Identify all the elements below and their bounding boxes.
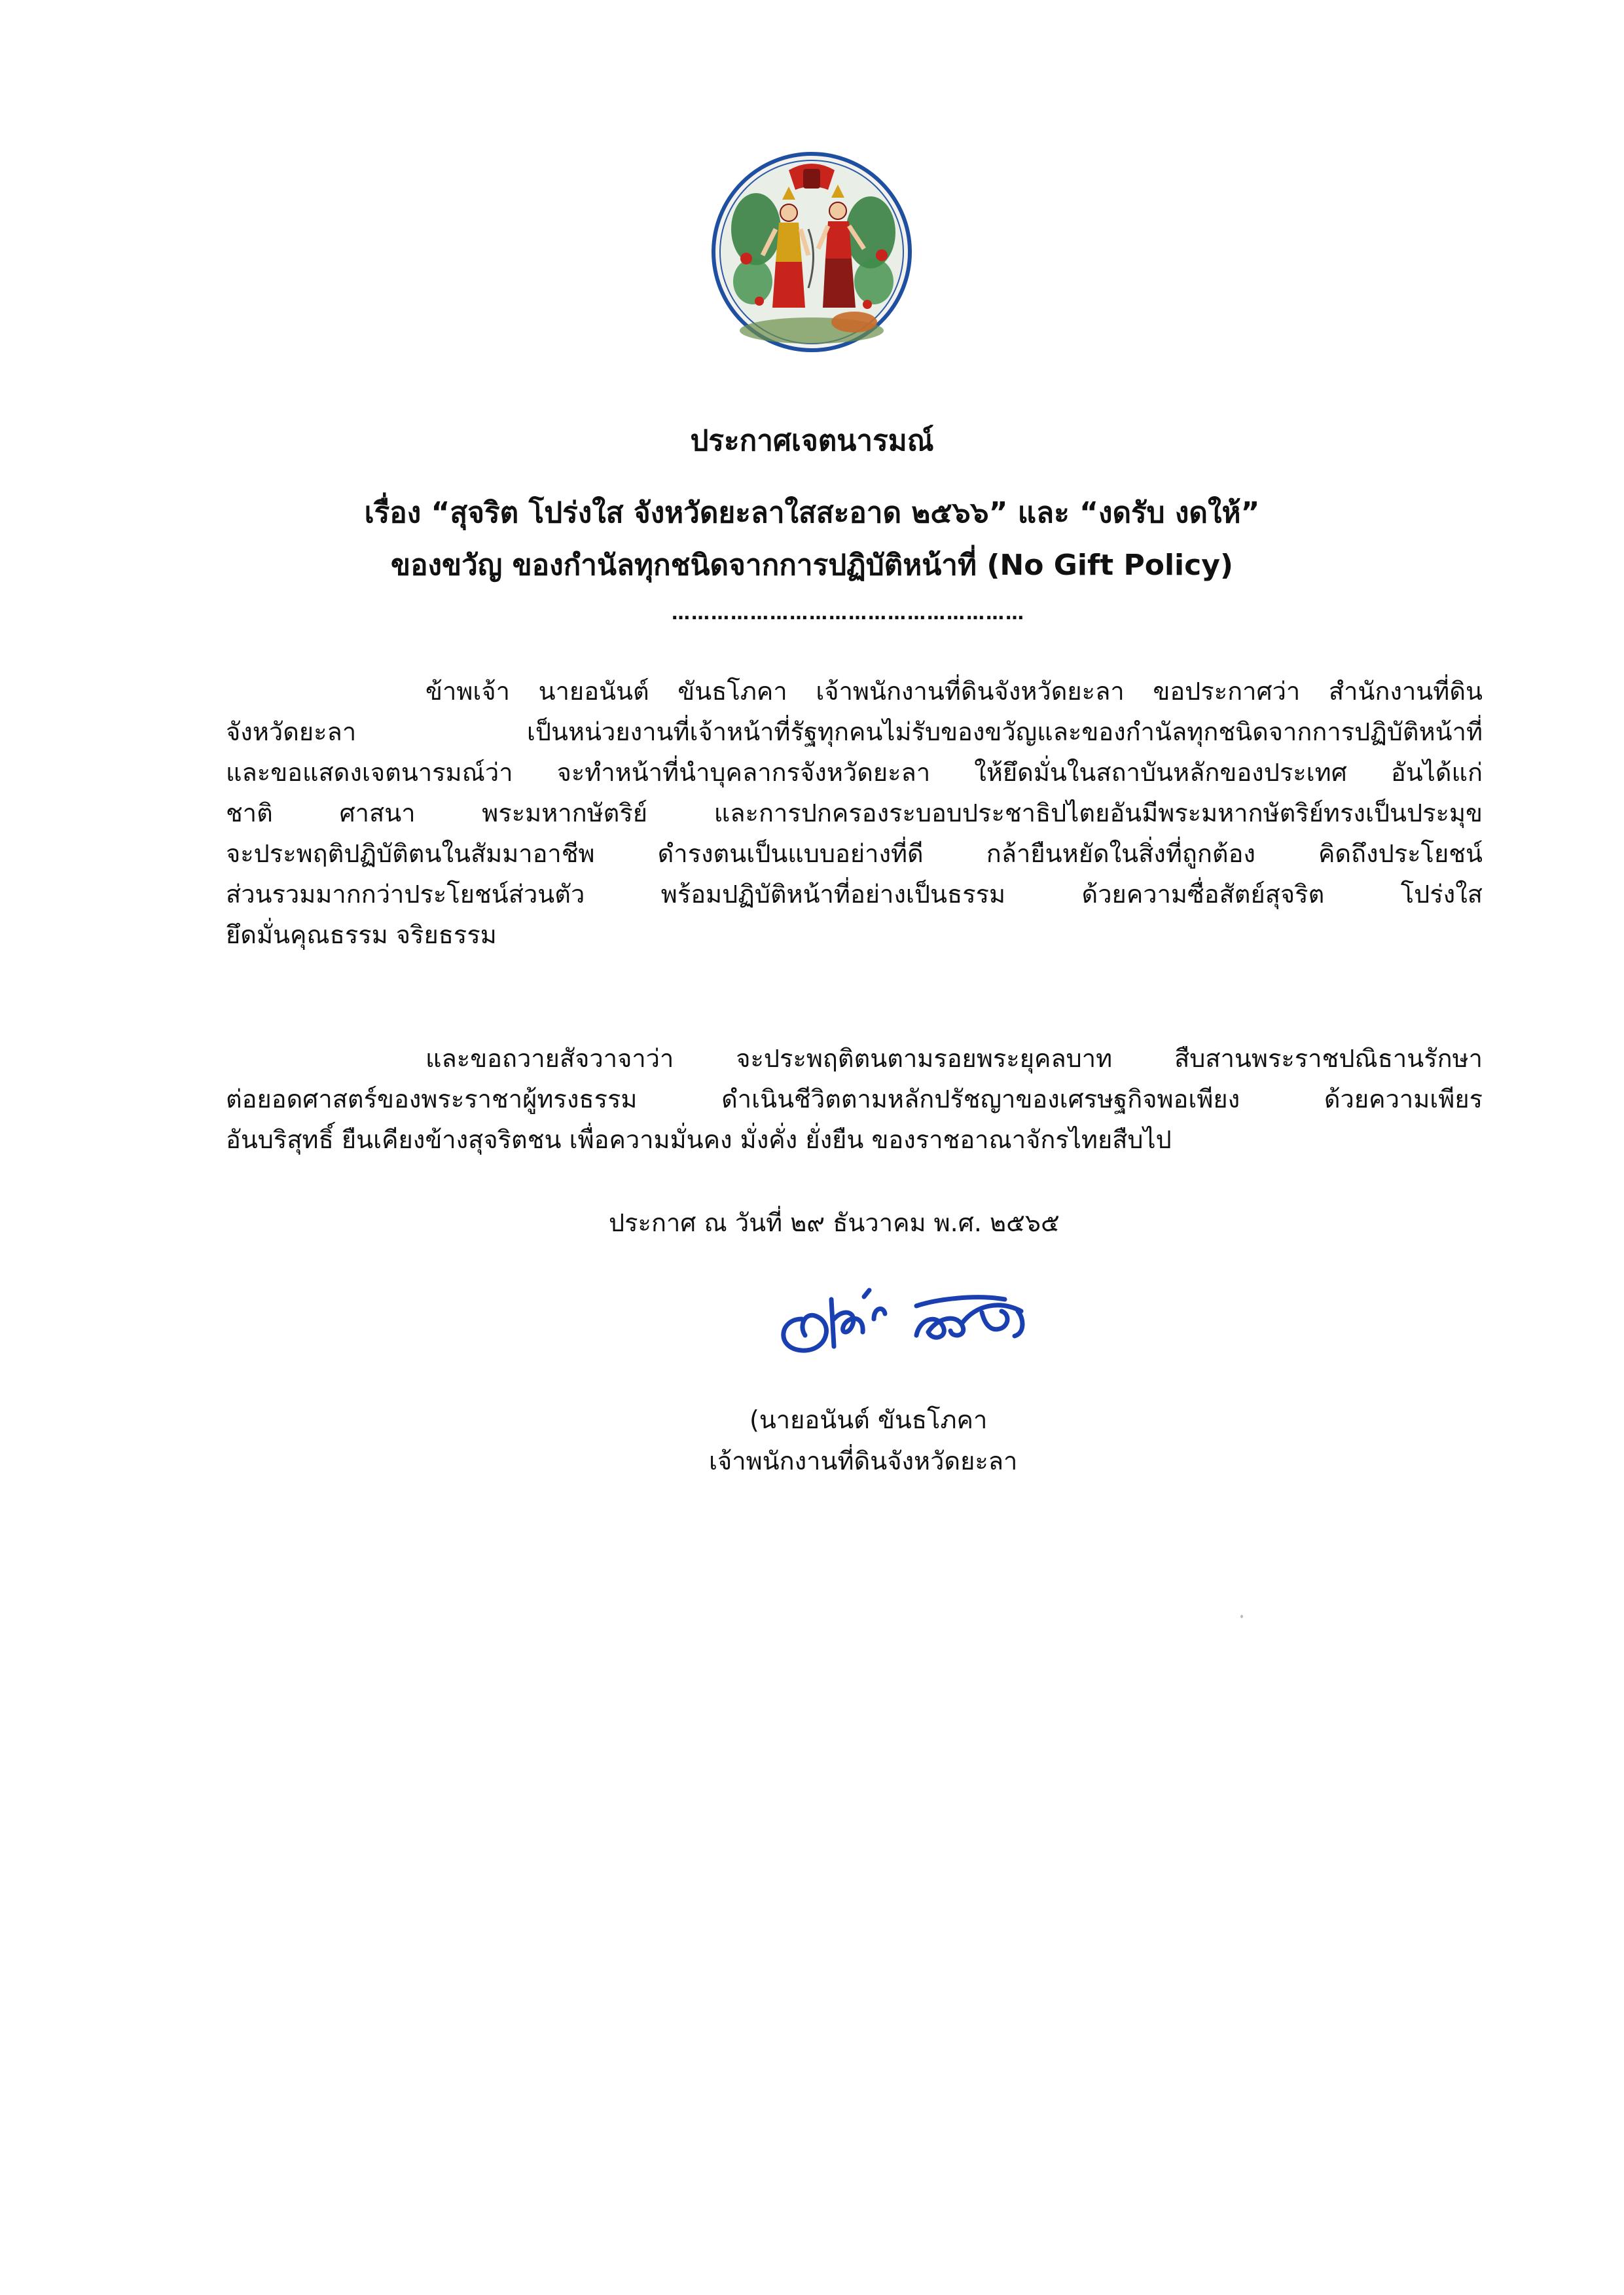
paragraph-1-line-2: จังหวัดยะลา เป็นหน่วยงานที่เจ้าหน้าที่รัฐทุกคนไม่รับของขวัญและของกำนัลทุกชนิดจากการปฏิบัติหน้าที่ <box>226 717 1483 746</box>
paragraph-2-line-1: และขอถวายสัจวาจาว่า จะประพฤติตนตามรอยพระยุคลบาท สืบสานพระราชปณิธานรักษา <box>425 1044 1483 1073</box>
paragraph-1-line-3: และขอแสดงเจตนารมณ์ว่า จะทำหน้าที่นำบุคลากรจังหวัดยะลา ให้ยึดมั่นในสถาบันหลักของประเทศ อันได้แก่ <box>226 758 1483 787</box>
announcement-subject-line-1: เรื่อง “สุจริต โปร่งใส จังหวัดยะลาใสสะอาด ๒๕๖๖” และ “งดรับ งดให้” <box>364 496 1260 530</box>
paragraph-1-line-6: ส่วนรวมมากกว่าประโยชน์ส่วนตัว พร้อมปฏิบัติหน้าที่อย่างเป็นธรรม ด้วยความซื่อสัตย์สุจริต โปร่งใส <box>226 880 1483 909</box>
province-seal-icon <box>710 151 913 353</box>
paragraph-2-line-3: อันบริสุทธิ์ ยืนเคียงข้างสุจริตชน เพื่อความมั่นคง มั่งคั่ง ยั่งยืน ของราชอาณาจักรไทยสืบไป <box>226 1125 1172 1154</box>
paragraph-1-line-1: ข้าพเจ้า นายอนันต์ ขันธโภคา เจ้าพนักงานที่ดินจังหวัดยะลา ขอประกาศว่า สำนักงานที่ดิน <box>425 677 1483 706</box>
paragraph-1-line-7: ยึดมั่นคุณธรรม จริยธรรม <box>226 920 497 949</box>
paragraph-1-line-5: จะประพฤติปฏิบัติตนในสัมมาอาชีพ ดำรงตนเป็นแบบอย่างที่ดี กล้ายืนหยัดในสิ่งที่ถูกต้อง คิดถึงประโยชน์ <box>226 839 1483 868</box>
paragraph-2-line-2: ต่อยอดศาสตร์ของพระราชาผู้ทรงธรรม ดำเนินชีวิตตามหลักปรัชญาของเศรษฐกิจพอเพียง ด้วยความเพียร <box>226 1085 1483 1113</box>
announcement-title: ประกาศเจตนารมณ์ <box>690 424 934 458</box>
signature-icon <box>766 1273 1054 1365</box>
signatory-name: (นายอนันต์ ขันธโภคา <box>749 1405 988 1434</box>
announcement-subject-line-2: ของขวัญ ของกำนัลทุกชนิดจากการปฏิบัติหน้าที่ (No Gift Policy) <box>391 549 1233 582</box>
scan-speck <box>1240 1615 1243 1618</box>
signatory-position: เจ้าพนักงานที่ดินจังหวัดยะลา <box>709 1447 1018 1475</box>
paragraph-1-line-4: ชาติ ศาสนา พระมหากษัตริย์ และการปกครองระบอบประชาธิปไตยอันมีพระมหากษัตริย์ทรงเป็นประมุข <box>226 799 1483 827</box>
heading-separator: ……………………………………………… <box>672 602 1025 624</box>
announcement-date: ประกาศ ณ วันที่ ๒๙ ธันวาคม พ.ศ. ๒๕๖๕ <box>609 1208 1060 1237</box>
